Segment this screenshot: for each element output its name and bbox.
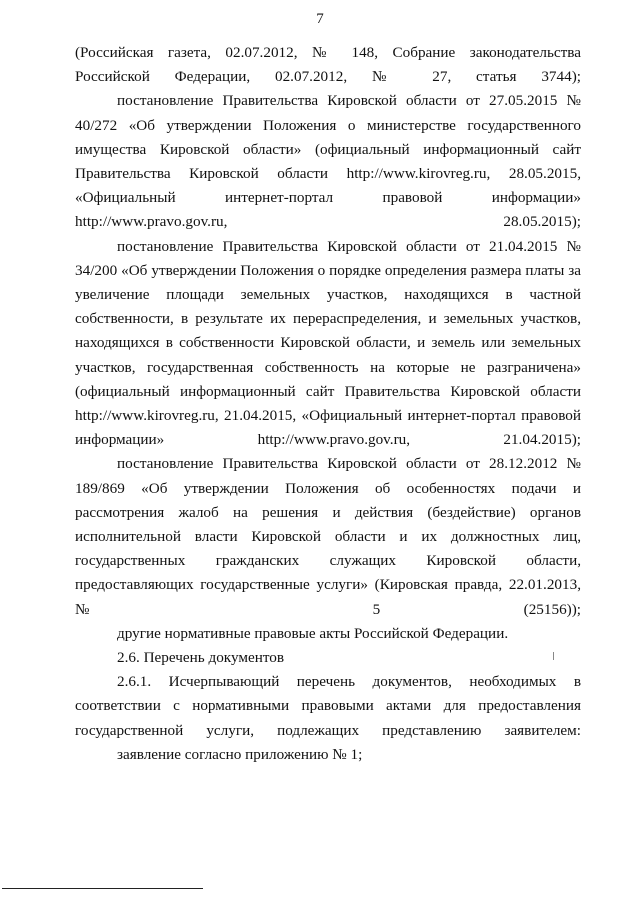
scan-speck (553, 652, 554, 660)
paragraph-resolution-189-869: постановление Правительства Кировской области от 28.12.2012 № 189/869 «Об утверждении Положения об особенностях подачи и рассмотрения жалоб на решения и действия (бездействие) органов исполнительной власти Кировской области и их должностных лиц, государственных гражданских служащих Кировской области, предоставляющих государственные услуги» (Кировская правда, 22.01.2013, № 5 (25156)); (75, 455, 581, 618)
paragraph-resolution-40-272: постановление Правительства Кировской области от 27.05.2015 № 40/272 «Об утверждении Положения о министерстве государственного имущества Кировской области» (официальный информационный сайт Правительства Кировской области http://www.kirovreg.ru, 28.05.2015, «Официальный интернет-портал правовой информации» http://www.pravo.gov.ru, 28.05.2015); (75, 92, 581, 231)
paragraph-2-6-1: 2.6.1. Исчерпывающий перечень документов, необходимых в соответствии с нормативными правовыми актами для предоставления государственной услуги, подлежащих представлению заявителем: (75, 673, 581, 739)
section-heading-2-6: 2.6. Перечень документов (117, 649, 285, 667)
paragraph-resolution-34-200: постановление Правительства Кировской области от 21.04.2015 № 34/200 «Об утверждении Положения о порядке определения размера платы за увеличение площади земельных участков, находящихся в частной собственности, в результате их перераспределения, и земельных участков, находящихся в собственности Кировской области, и земель или земельных участков, государственная собственность на которые не разграничена» (официальный информационный сайт Правительства Кировской области http://www.kirovreg.ru, 21.04.2015, «Официальный интернет-портал правовой информации» http://www.pravo.gov.ru, 21.04.2015); (75, 237, 581, 449)
paragraph-publication-source: (Российская газета, 02.07.2012, № 148, Собрание законодательства Российской Федерации, 02.07.2012, № 27, статья 3744); (75, 44, 581, 86)
list-item-application: заявление согласно приложению № 1; (117, 745, 363, 763)
document-body (75, 41, 581, 767)
footnote-separator (2, 888, 203, 889)
paragraph-other-acts: другие нормативные правовые акты Российской Федерации. (117, 624, 509, 642)
page-number: 7 (316, 11, 324, 27)
